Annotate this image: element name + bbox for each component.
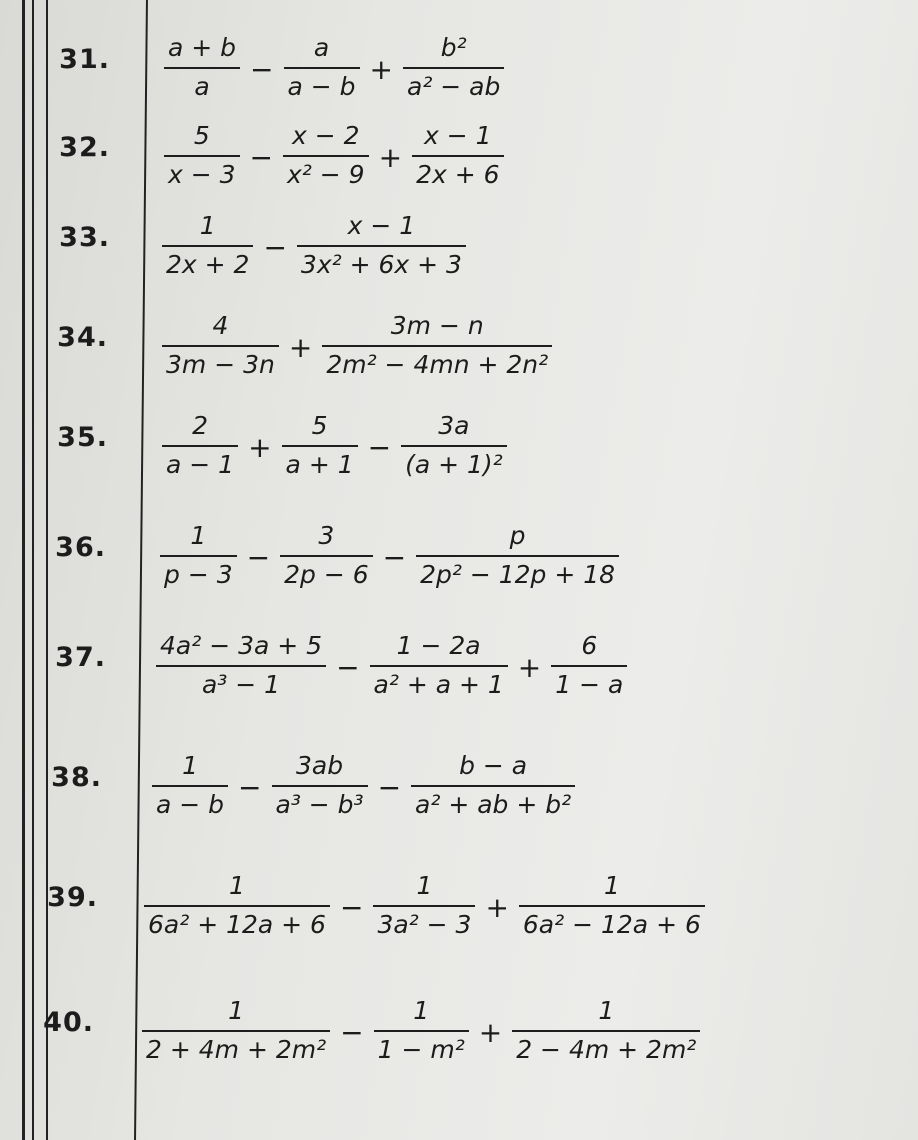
fraction [282, 411, 358, 480]
problem-row [0, 620, 918, 710]
numerator: 3ab [295, 750, 344, 780]
operator: − [250, 52, 274, 86]
expression [148, 740, 579, 830]
numerator: 1 [228, 995, 245, 1025]
operator: + [369, 52, 393, 86]
operator: + [378, 140, 403, 174]
denominator: 6a² + 12a + 6 [148, 909, 326, 939]
numerator: 1 [199, 210, 216, 240]
expression [158, 300, 556, 390]
numerator: 3a [438, 410, 470, 440]
numerator: 1 [603, 870, 620, 900]
operator: − [249, 140, 274, 174]
denominator: a − b [156, 789, 225, 819]
fraction [401, 411, 507, 480]
problem-row [0, 510, 918, 600]
fraction [322, 311, 552, 380]
fraction [280, 521, 373, 590]
fraction [403, 33, 504, 102]
denominator: a² − ab [407, 71, 501, 101]
numerator: b − a [459, 750, 528, 780]
expression [158, 200, 470, 290]
numerator: 1 [190, 520, 207, 550]
expression [156, 510, 623, 600]
fraction [519, 871, 705, 940]
operator: + [485, 890, 509, 924]
denominator: a³ − 1 [201, 669, 281, 699]
fraction [162, 411, 238, 480]
problem-number: 36. [55, 532, 106, 563]
denominator: (a + 1)² [405, 449, 503, 479]
denominator: a [194, 71, 210, 101]
expression [138, 985, 704, 1075]
problem-number: 32. [59, 132, 110, 163]
denominator: 2p − 6 [284, 559, 369, 589]
fraction [144, 871, 330, 940]
expression [152, 620, 631, 710]
operator: − [382, 540, 407, 574]
problem-row [0, 22, 918, 112]
operator: − [246, 540, 271, 574]
numerator: 5 [193, 120, 210, 150]
denominator: a − b [287, 71, 356, 101]
denominator: 3a² − 3 [377, 909, 472, 939]
problem-row [0, 200, 918, 290]
denominator: 3m − 3n [166, 349, 275, 379]
denominator: 3x² + 6x + 3 [300, 249, 462, 279]
numerator: p [509, 520, 526, 550]
numerator: 4a² − 3a + 5 [160, 630, 323, 660]
fraction [162, 311, 279, 380]
problem-row [0, 110, 918, 200]
expression [160, 22, 508, 112]
numerator: 1 [598, 995, 615, 1025]
operator: + [248, 430, 272, 464]
problem-row [0, 400, 918, 490]
denominator: 2 − 4m + 2m² [516, 1034, 697, 1064]
numerator: 1 [413, 995, 430, 1025]
operator: − [377, 770, 402, 804]
expression [140, 860, 709, 950]
denominator: p − 3 [164, 559, 233, 589]
denominator: a + 1 [285, 449, 354, 479]
fraction [416, 521, 619, 590]
operator: + [478, 1015, 503, 1049]
operator: + [288, 330, 313, 364]
numerator: 1 [416, 870, 433, 900]
problem-number: 35. [57, 422, 108, 453]
operator: − [238, 770, 262, 804]
problem-row [0, 300, 918, 390]
denominator: x² − 9 [287, 159, 365, 189]
numerator: 1 [182, 750, 198, 780]
numerator: 1 − 2a [396, 630, 481, 660]
numerator: 4 [212, 310, 229, 340]
expression [160, 110, 508, 200]
denominator: 2x + 6 [416, 159, 500, 189]
denominator: a − 1 [166, 449, 235, 479]
fraction [512, 996, 700, 1065]
numerator: b² [440, 32, 467, 62]
denominator: a² + ab + b² [415, 789, 572, 819]
fraction [162, 211, 253, 280]
numerator: a [313, 32, 330, 62]
problem-number: 34. [57, 322, 108, 353]
fraction [283, 121, 369, 190]
problem-number: 39. [47, 882, 98, 913]
fraction [370, 631, 508, 700]
numerator: 3 [318, 520, 335, 550]
denominator: 1 − a [555, 669, 624, 699]
fraction [272, 751, 368, 820]
problem-row [0, 740, 918, 830]
denominator: 2x + 2 [166, 249, 250, 279]
numerator: a + b [168, 32, 237, 62]
denominator: 2 + 4m + 2m² [146, 1034, 327, 1064]
problem-row [0, 860, 918, 950]
denominator: 2m² − 4mn + 2n² [326, 349, 549, 379]
operator: − [263, 230, 287, 264]
fraction [142, 996, 330, 1065]
numerator: x − 1 [347, 210, 416, 240]
numerator: 3m − n [390, 310, 484, 340]
fraction [411, 751, 575, 820]
numerator: x − 1 [424, 120, 492, 150]
denominator: 1 − m² [377, 1034, 465, 1064]
fraction [297, 211, 466, 280]
operator: − [367, 430, 392, 464]
fraction [164, 121, 240, 190]
numerator: 6 [581, 630, 598, 660]
fraction [412, 121, 503, 190]
fraction [160, 521, 237, 590]
operator: − [340, 1015, 364, 1049]
problem-number: 40. [43, 1007, 94, 1038]
numerator: x − 2 [292, 120, 360, 150]
numerator: 2 [192, 410, 208, 440]
fraction [551, 631, 627, 700]
operator: − [336, 650, 360, 684]
operator: − [339, 890, 364, 924]
numerator: 5 [311, 410, 328, 440]
operator: + [517, 650, 542, 684]
problem-row [0, 985, 918, 1075]
problem-number: 33. [59, 222, 110, 253]
fraction [374, 996, 469, 1065]
expression [158, 400, 511, 490]
fraction [164, 33, 240, 102]
numerator: 1 [229, 870, 245, 900]
fraction [284, 33, 360, 102]
problem-number: 31. [59, 44, 110, 75]
denominator: 2p² − 12p + 18 [420, 559, 616, 589]
fraction [156, 631, 326, 700]
problem-number: 38. [51, 762, 102, 793]
fraction [152, 751, 228, 820]
denominator: a² + a + 1 [373, 669, 504, 699]
problem-number: 37. [55, 642, 106, 673]
denominator: 6a² − 12a + 6 [522, 909, 701, 939]
denominator: a³ − b³ [275, 789, 364, 819]
fraction [373, 871, 475, 940]
denominator: x − 3 [168, 159, 236, 189]
